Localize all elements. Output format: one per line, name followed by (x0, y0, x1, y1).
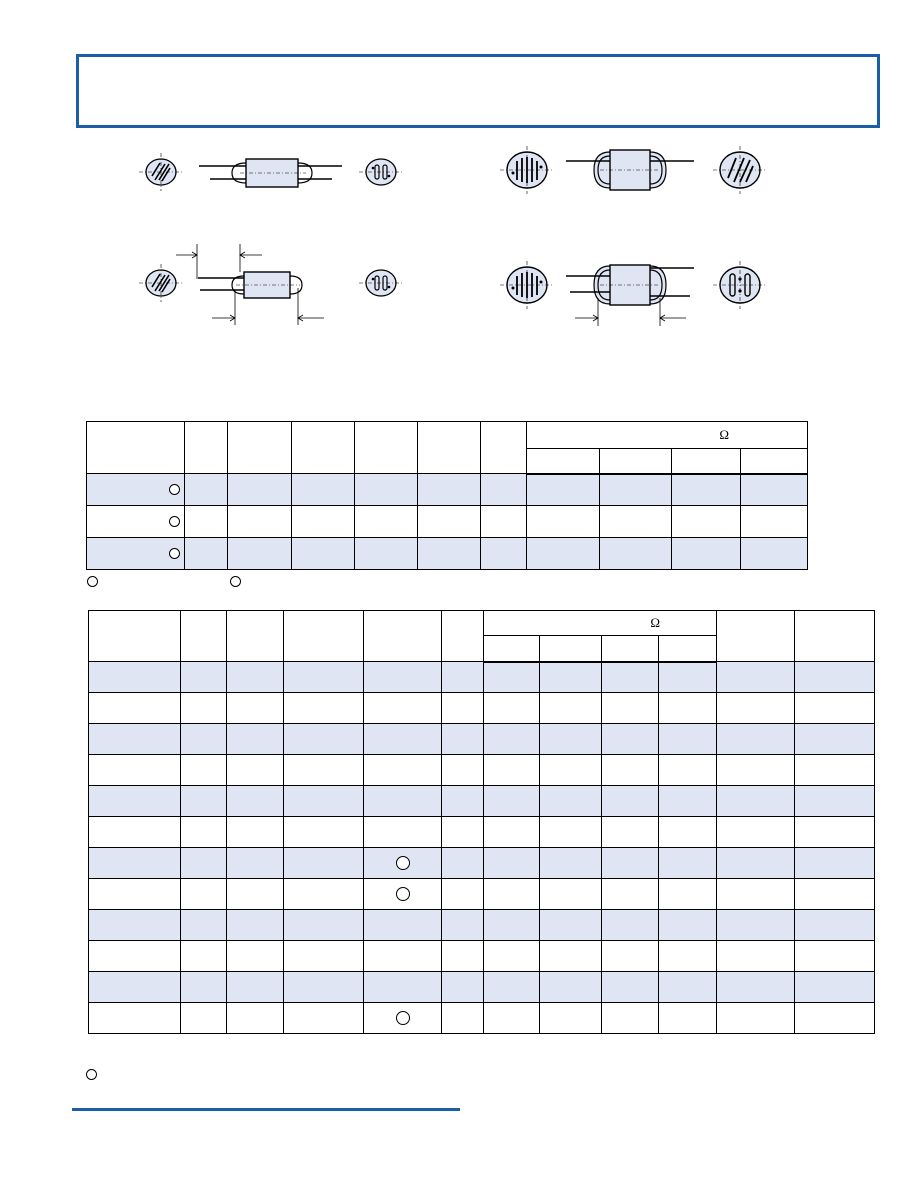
table-cell (227, 972, 284, 1003)
table-cell (659, 910, 717, 941)
table-cell (442, 941, 484, 972)
table-cell (659, 879, 717, 910)
table2-header-cell (89, 611, 181, 662)
table-cell (717, 910, 795, 941)
table-cell (442, 755, 484, 786)
table-cell (284, 972, 364, 1003)
table-cell (795, 817, 875, 848)
footnote-mark-icon (87, 576, 98, 587)
footnote-mark-icon (86, 1069, 97, 1080)
table-cell (484, 972, 540, 1003)
table-cell (284, 724, 364, 755)
table-cell (227, 724, 284, 755)
note-mark-icon (396, 1011, 410, 1025)
table2-subheader-cell (540, 636, 602, 662)
table-cell (89, 662, 181, 693)
table-cell (442, 724, 484, 755)
table-cell (659, 848, 717, 879)
table1-header-cell (87, 422, 185, 474)
table-row (89, 786, 875, 817)
table-row (89, 910, 875, 941)
table-cell (181, 1003, 227, 1034)
spec-table-2 (88, 610, 875, 1034)
table-cell (717, 755, 795, 786)
table-cell (540, 1003, 602, 1034)
table-cell (540, 910, 602, 941)
table-cell (795, 910, 875, 941)
table-cell (795, 755, 875, 786)
table-cell (484, 693, 540, 724)
table-cell (89, 817, 181, 848)
table-cell (364, 817, 442, 848)
spec-table-1 (86, 421, 808, 570)
table-cell (181, 786, 227, 817)
table-cell (540, 972, 602, 1003)
table-cell (602, 848, 659, 879)
table-cell (181, 941, 227, 972)
table-cell (659, 755, 717, 786)
table-cell (540, 724, 602, 755)
table-cell (602, 724, 659, 755)
table-cell (364, 1003, 442, 1034)
dimension-drawings (0, 0, 918, 400)
table-row (89, 662, 875, 693)
table-cell (659, 662, 717, 693)
table-cell (659, 724, 717, 755)
table-cell (89, 941, 181, 972)
table2-header-cell (364, 611, 442, 662)
table-cell (795, 786, 875, 817)
table-cell (227, 693, 284, 724)
table-cell (717, 972, 795, 1003)
table-cell (284, 786, 364, 817)
table-cell (284, 910, 364, 941)
table-cell (442, 879, 484, 910)
table-cell (442, 662, 484, 693)
table-cell (795, 941, 875, 972)
table-cell (364, 910, 442, 941)
table-cell (602, 755, 659, 786)
table-cell (89, 1003, 181, 1034)
table-row (89, 693, 875, 724)
table-cell (717, 724, 795, 755)
table-cell (659, 941, 717, 972)
table2-header-cell (795, 611, 875, 662)
table-cell (659, 693, 717, 724)
table1-subheader-cell (600, 449, 672, 474)
table-cell (484, 755, 540, 786)
table-cell (284, 817, 364, 848)
table-cell (181, 724, 227, 755)
table-cell (181, 817, 227, 848)
table-cell (284, 693, 364, 724)
table-cell (484, 848, 540, 879)
table-cell (227, 662, 284, 693)
table1-header-cell (228, 422, 292, 474)
table-cell (795, 848, 875, 879)
table-cell (227, 1003, 284, 1034)
table-cell (717, 1003, 795, 1034)
table-cell (795, 662, 875, 693)
footer-rule (72, 1108, 460, 1111)
table-cell (540, 786, 602, 817)
table-cell (717, 693, 795, 724)
table-cell (659, 786, 717, 817)
table-cell (89, 910, 181, 941)
table-cell (602, 1003, 659, 1034)
table1-header-cell (355, 422, 418, 474)
table-cell (717, 817, 795, 848)
table-cell (89, 786, 181, 817)
table-cell (484, 724, 540, 755)
table-cell (442, 972, 484, 1003)
table-cell (227, 941, 284, 972)
table-cell (795, 879, 875, 910)
dimension-drawings-svg (0, 0, 918, 400)
table-row (89, 972, 875, 1003)
table-cell (442, 693, 484, 724)
table2-header-cell (284, 611, 364, 662)
table-cell (659, 972, 717, 1003)
table1-subheader-cell (672, 449, 741, 474)
table-cell (484, 786, 540, 817)
table-cell (795, 724, 875, 755)
resistance-unit-label: Ω (650, 615, 661, 630)
table1-header-cell (418, 422, 481, 474)
table-cell (602, 941, 659, 972)
table-cell (602, 817, 659, 848)
note-mark-icon (396, 856, 410, 870)
table1-header-cell (481, 422, 527, 474)
table-cell (227, 910, 284, 941)
table-cell (484, 662, 540, 693)
table-row (89, 941, 875, 972)
table-cell (364, 941, 442, 972)
table-cell (284, 941, 364, 972)
table-cell (284, 848, 364, 879)
table-row (87, 506, 808, 538)
table-cell (484, 1003, 540, 1034)
table-cell (284, 879, 364, 910)
table-row (89, 848, 875, 879)
table-cell (87, 538, 185, 570)
table2-subheader-cell (659, 636, 717, 662)
table-cell (364, 848, 442, 879)
table-cell (364, 693, 442, 724)
table-cell (717, 786, 795, 817)
table-cell (484, 817, 540, 848)
table-cell (540, 693, 602, 724)
table-row (89, 724, 875, 755)
table-cell (181, 910, 227, 941)
table-row (87, 474, 808, 506)
table-cell (364, 786, 442, 817)
table2-subheader-cell (484, 636, 540, 662)
table-cell (795, 1003, 875, 1034)
table-cell (364, 879, 442, 910)
table-cell (717, 941, 795, 972)
table-cell (717, 662, 795, 693)
table-cell (181, 693, 227, 724)
table-cell (364, 662, 442, 693)
table-cell (89, 879, 181, 910)
table-cell (227, 817, 284, 848)
table-cell (87, 474, 185, 506)
table-cell (717, 848, 795, 879)
table-cell (227, 786, 284, 817)
table-cell (89, 755, 181, 786)
table-cell (484, 879, 540, 910)
table-cell (442, 786, 484, 817)
table2-header-cell (227, 611, 284, 662)
table-cell (284, 1003, 364, 1034)
table-cell (181, 972, 227, 1003)
table2-header-cell (181, 611, 227, 662)
table-cell (659, 817, 717, 848)
table-cell (717, 879, 795, 910)
table-cell (484, 941, 540, 972)
table-row (89, 879, 875, 910)
table2-header-cell (442, 611, 484, 662)
table2-resistance-header (484, 611, 717, 636)
table-row (89, 755, 875, 786)
table-cell (659, 1003, 717, 1034)
table-cell (795, 693, 875, 724)
table-cell (602, 972, 659, 1003)
table-cell (540, 941, 602, 972)
table-row (89, 1003, 875, 1034)
table-cell (540, 755, 602, 786)
table-cell (484, 910, 540, 941)
table-cell (364, 755, 442, 786)
table-cell (89, 848, 181, 879)
footnote-mark-icon (230, 576, 241, 587)
table-cell (89, 693, 181, 724)
table-cell (602, 662, 659, 693)
table-cell (181, 662, 227, 693)
table-cell (284, 662, 364, 693)
table-row (87, 538, 808, 570)
table-cell (87, 506, 185, 538)
table-cell (602, 693, 659, 724)
table-cell (181, 848, 227, 879)
table2-body (89, 662, 875, 1034)
note-mark-icon (169, 548, 180, 559)
table1-header-cell (185, 422, 228, 474)
table-cell (284, 755, 364, 786)
resistance-unit-label: Ω (719, 427, 730, 442)
table-cell (89, 972, 181, 1003)
note-mark-icon (396, 887, 410, 901)
table-cell (364, 972, 442, 1003)
table-cell (89, 724, 181, 755)
table2-header-cell (717, 611, 795, 662)
table-cell (442, 910, 484, 941)
table1-subheader-cell (741, 449, 808, 474)
table2-subheader-cell (602, 636, 659, 662)
table-cell (181, 755, 227, 786)
table-cell (540, 879, 602, 910)
table-cell (602, 910, 659, 941)
table-cell (227, 755, 284, 786)
table-cell (602, 879, 659, 910)
note-mark-icon (169, 484, 180, 495)
table1-subheader-cell (527, 449, 600, 474)
table-cell (795, 972, 875, 1003)
table1-resistance-header (527, 422, 808, 449)
table-row (89, 817, 875, 848)
table1-header-cell (292, 422, 355, 474)
table-cell (540, 817, 602, 848)
table-cell (364, 724, 442, 755)
table-cell (442, 848, 484, 879)
table-cell (602, 786, 659, 817)
table-cell (540, 848, 602, 879)
table-cell (540, 662, 602, 693)
table-cell (227, 879, 284, 910)
table-cell (181, 879, 227, 910)
note-mark-icon (169, 516, 180, 527)
table-cell (227, 848, 284, 879)
table-cell (442, 1003, 484, 1034)
table-cell (442, 817, 484, 848)
